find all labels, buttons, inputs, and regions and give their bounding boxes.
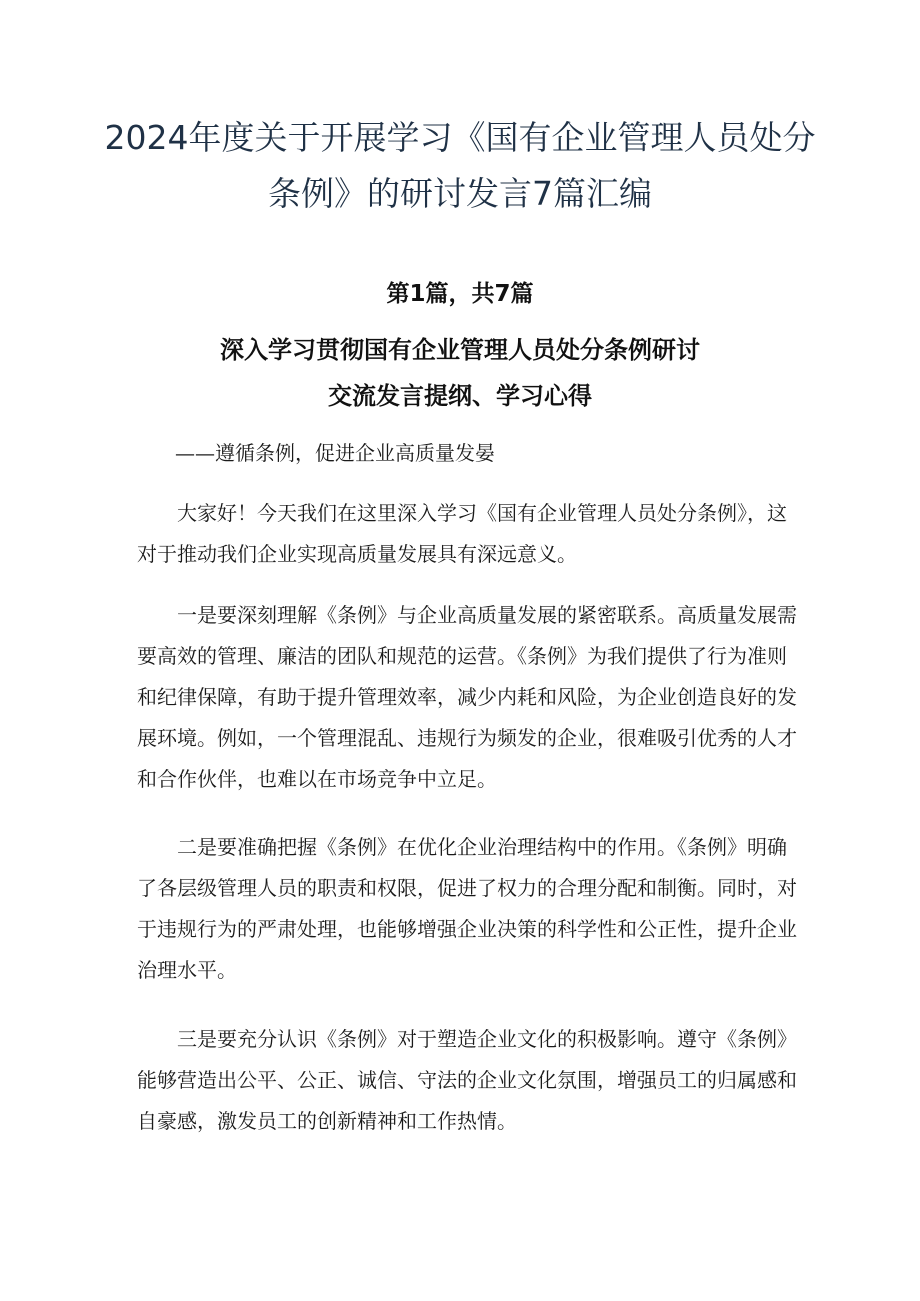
section-title-line-2: 交流发言提纲、学习心得 [328, 382, 592, 410]
body-paragraph: 大家好！今天我们在这里深入学习《国有企业管理人员处分条例》，这对于推动我们企业实现高质量发展具有深远意义。 [137, 501, 787, 566]
paragraph-block-2 [137, 595, 805, 800]
body-paragraph: 一是要深刻理解《条例》与企业高质量发展的紧密联系。高质量发展需要高效的管理、廉洁的团队和规范的运营。《条例》为我们提供了行为准则和纪律保障，有助于提升管理效率，减少内耗和风险，为企业创造良好的发展环境。例如，一个管理混乱、违规行为频发的企业，很难吸引优秀的人才和合作伙伴，也难以在市场竞争中立足。 [137, 603, 797, 791]
body-paragraph: 二是要准确把握《条例》在优化企业治理结构中的作用。《条例》明确了各层级管理人员的职责和权限，促进了权力的合理分配和制衡。同时，对于违规行为的严肃处理，也能够增强企业决策的科学性和公正性，提升企业治理水平。 [137, 835, 797, 982]
section-title [120, 327, 800, 419]
document-title: 2024年度关于开展学习《国有企业管理人员处分条例》的研讨发言7篇汇编 [104, 118, 816, 213]
paragraph-block-3 [137, 827, 805, 991]
paragraph-block-1 [137, 493, 805, 575]
part-label: 第1篇，共7篇 [386, 281, 534, 307]
section-subtitle-block [137, 433, 805, 474]
section-subtitle: ——遵循条例，促进企业高质量发晏 [175, 441, 495, 465]
paragraph-block-4 [137, 1019, 805, 1142]
section-title-line-1: 深入学习贯彻国有企业管理人员处分条例研讨 [220, 336, 700, 364]
body-paragraph: 三是要充分认识《条例》对于塑造企业文化的积极影响。遵守《条例》能够营造出公平、公正、诚信、守法的企业文化氛围，增强员工的归属感和自豪感，激发员工的创新精神和工作热情。 [137, 1027, 797, 1133]
